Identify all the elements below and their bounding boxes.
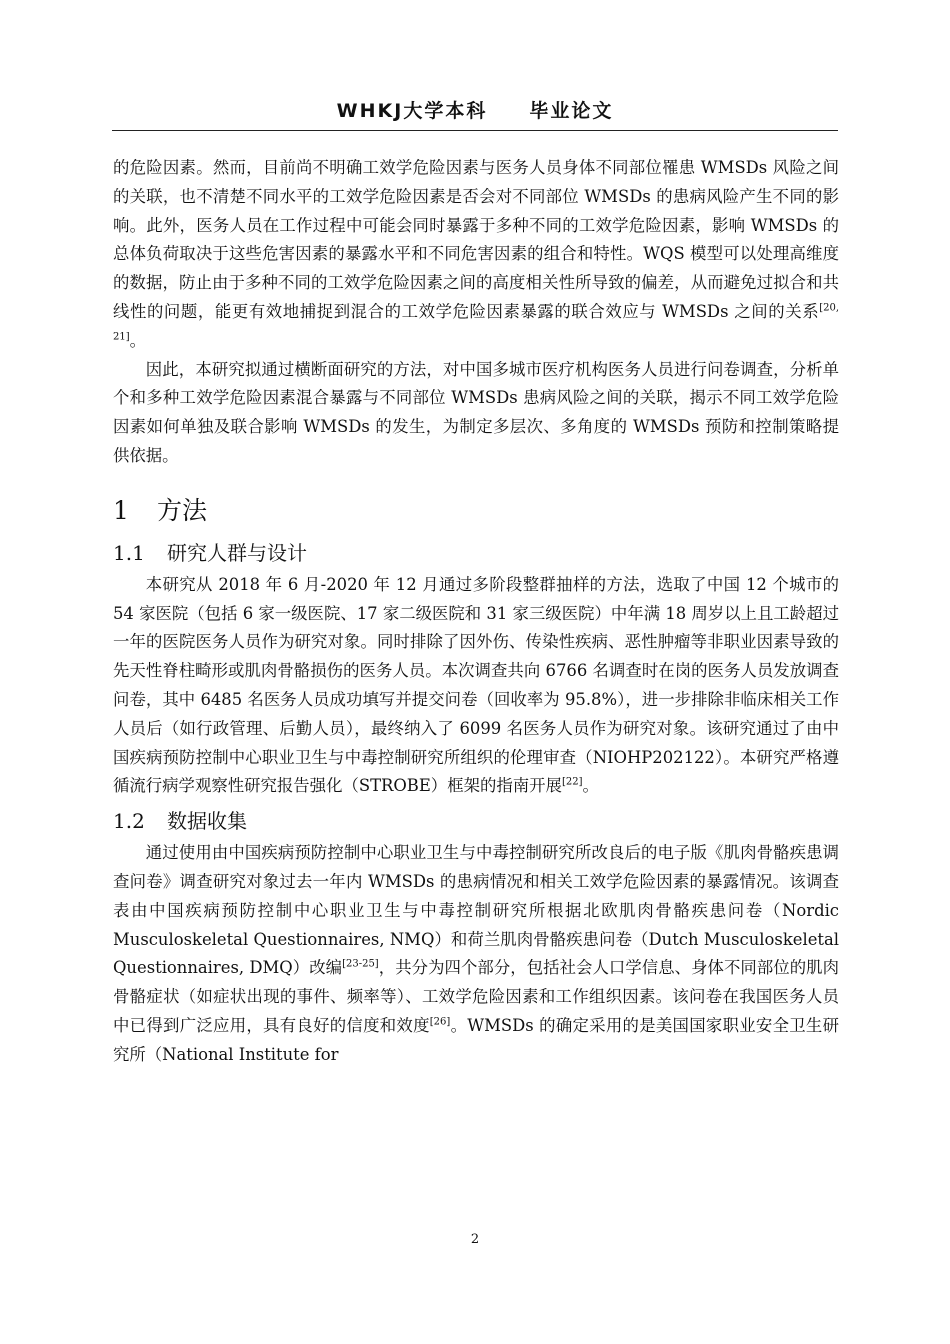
section-1-1-text: 本研究从 2018 年 6 月-2020 年 12 月通过多阶段整群抽样的方法，选取了中国 12 个城市的 54 家医院（包括 6 家一级医院、17 家二级医院和 31 家三级医院）中年满 18 周岁以上且工龄超过一年的医院医务人员作为研究对象。同时排除了因外伤、传染性疾病、恶性肿瘤等非职业因素导致的先天性脊柱畸形或肌肉骨骼损伤的医务人员。本次调查共向 6766 名调查时在岗的医务人员发放调查问卷，其中 6485 名医务人员成功填写并提交问卷（回收率为 95.8%），进一步排除非临床相关工作人员后（如行政管理、后勤人员），最终纳入了 6099 名医务人员作为研究对象。该研究通过了由中国疾病预防控制中心职业卫生与中毒控制研究所组织的伦理审查（NIOHP202122）。本研究严格遵循流行病学观察性研究报告强化（STROBE）框架的指南开展 <box>113 574 839 796</box>
intro-paragraph-2: 因此，本研究拟通过横断面研究的方法，对中国多城市医疗机构医务人员进行问卷调查，分析单个和多种工效学危险因素混合暴露与不同部位 WMSDs 患病风险之间的关联，揭示不同工效学危险因素如何单独及联合影响 WMSDs 的发生，为制定多层次、多角度的 WMSDs 预防和控制策略提供依据。 <box>113 359 839 465</box>
punctuation: 。 <box>129 330 147 350</box>
section-1-2-text-c: 。WMSDs 的确定采用的是美国国家职业安全卫生研究所（National Institute for <box>113 1015 839 1064</box>
section-heading-1 <box>113 489 839 533</box>
page-number: 2 <box>470 1232 480 1247</box>
section-1-2-paragraph <box>113 839 839 1069</box>
header-divider <box>112 130 838 131</box>
citation: [23-25] <box>342 958 379 970</box>
section-1-2-text-b: ，共分为四个部分，包括社会人口学信息、身体不同部位的肌肉骨骼症状（如症状出现的事件、频率等）、工效学危险因素和工作组织因素。该问卷在我国医务人员中已得到广泛应用，具有良好的信度和效度 <box>113 958 839 1035</box>
intro-paragraph-1-text: 的危险因素。然而，目前尚不明确工效学危险因素与医务人员身体不同部位罹患 WMSDs 风险之间的关联，也不清楚不同水平的工效学危险因素是否会对不同部位 WMSDs 的患病风险产生不同的影响。此外，医务人员在工作过程中可能会同时暴露于多种不同的工效学危险因素，影响 WMSDs 的总体负荷取决于这些危害因素的暴露水平和不同危害因素的组合和特性。WQS 模型可以处理高维度的数据，防止由于多种不同的工效学危险因素之间的高度相关性所导致的偏差，从而避免过拟合和共线性的问题，能更有效地捕捉到混合的工效学危险因素暴露的联合效应与 WMSDs 之间的关系 <box>113 158 839 321</box>
punctuation: 。 <box>582 776 599 796</box>
page-header: WHKJ大学本科 毕业论文 <box>336 100 614 122</box>
section-heading-1-1 <box>113 537 839 569</box>
section-1-2-text-a: 通过使用由中国疾病预防控制中心职业卫生与中毒控制研究所改良后的电子版《肌肉骨骼疾患调查问卷》调查研究对象过去一年内 WMSDs 的患病情况和相关工效学危险因素的暴露情况。该调查表由中国疾病预防控制中心职业卫生与中毒控制研究所根据北欧肌肉骨骼疾患问卷（Nordic Musculoskeletal Questionnaires, NMQ）和荷兰肌肉骨骼疾患问卷（Dutch Musculoskeletal Questionnaires, DMQ）改编 <box>113 843 839 978</box>
page-content <box>113 154 839 1070</box>
citation: [26] <box>429 1016 451 1028</box>
citation: [22] <box>561 776 583 788</box>
section-number: 1.1 <box>113 540 145 565</box>
section-1-1-paragraph <box>113 571 839 801</box>
section-number: 1 <box>113 495 129 525</box>
section-title: 数据收集 <box>167 809 247 834</box>
intro-paragraph-1 <box>113 154 839 356</box>
section-title: 研究人群与设计 <box>167 540 307 565</box>
section-title: 方法 <box>157 495 208 525</box>
section-number: 1.2 <box>113 809 145 834</box>
citation: [20, 21] <box>113 302 839 343</box>
section-heading-1-2 <box>113 805 839 837</box>
